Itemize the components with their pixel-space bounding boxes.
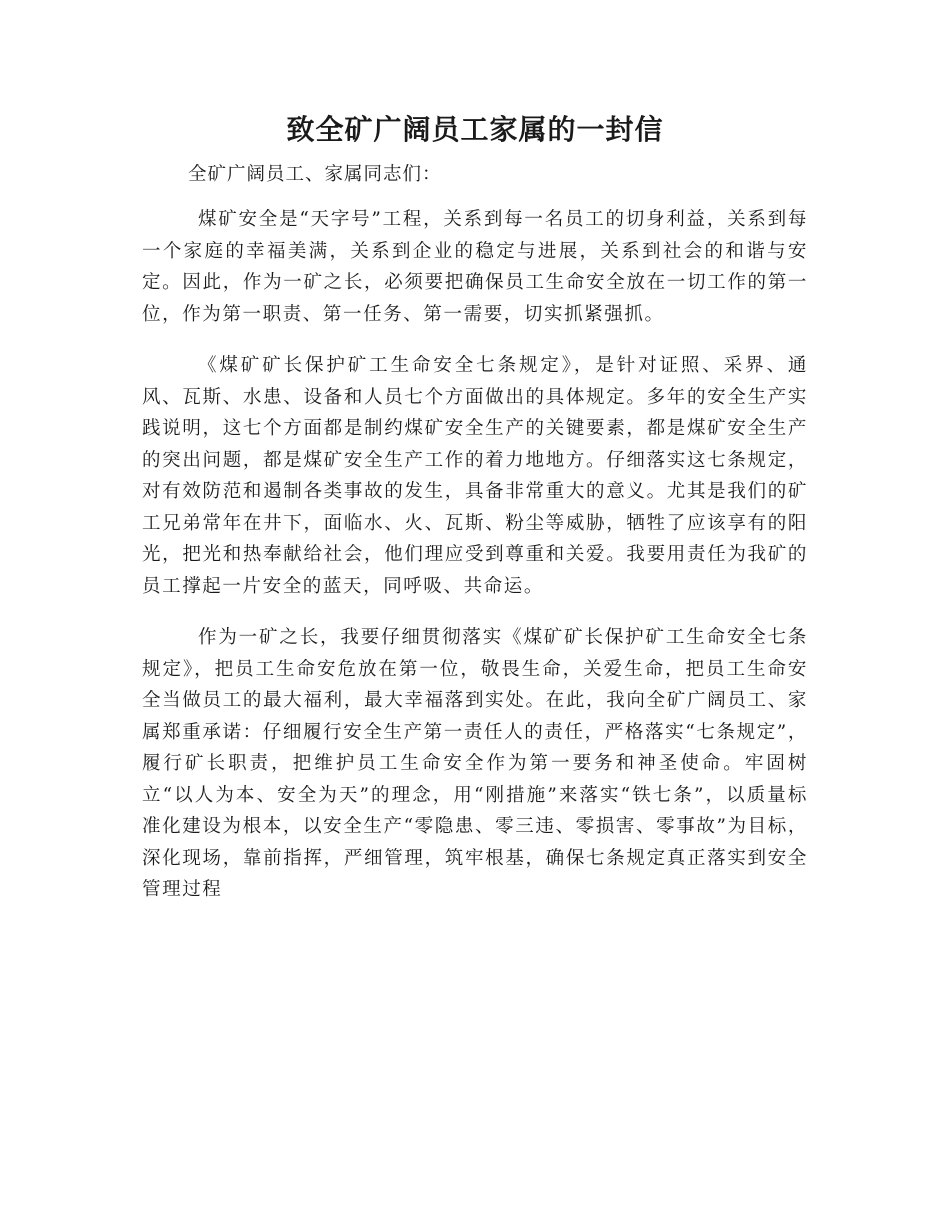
document-title: 致全矿广阔员工家属的一封信	[286, 113, 664, 146]
document-page	[142, 110, 808, 926]
paragraph-2: 《煤矿矿长保护矿工生命安全七条规定》，是针对证照、采界、通风、瓦斯、水患、设备和人员七个方面做出的具体规定。多年的安全生产实践说明，这七个方面都是制约煤矿安全生产的关键要素，都是煤矿安全生产的突出问题，都是煤矿安全生产工作的着力地地方。仔细落实这七条规定，对有效防范和遏制各类事故的发生，具备非常重大的意义。尤其是我们的矿工兄弟常年在井下，面临水、火、瓦斯、粉尘等威胁，牺牲了应该享有的阳光，把光和热奉献给社会，他们理应受到尊重和关爱。我要用责任为我矿的员工撑起一片安全的蓝天，同呼吸、共命运。	[142, 355, 808, 597]
paragraph-1: 煤矿安全是“天字号”工程，关系到每一名员工的切身利益，关系到每一个家庭的幸福美满，关系到企业的稳定与进展，关系到社会的和谐与安定。因此，作为一矿之长，必须要把确保员工生命安全放在一切工作的第一位，作为第一职责、第一任务、第一需要，切实抓紧强抓。	[142, 209, 808, 325]
salutation: 全矿广阔员工、家属同志们：	[188, 164, 442, 185]
paragraph-3: 作为一矿之长，我要仔细贯彻落实《煤矿矿长保护矿工生命安全七条规定》，把员工生命安危放在第一位，敬畏生命，关爱生命，把员工生命安全当做员工的最大福利，最大幸福落到实处。在此，我向全矿广阔员工、家属郑重承诺：仔细履行安全生产第一责任人的责任，严格落实“七条规定”，履行矿长职责，把维护员工生命安全作为第一要务和神圣使命。牢固树立“以人为本、安全为天”的理念，用“刚措施”来落实“铁七条”，以质量标准化建设为根本，以安全生产“零隐患、零三违、零损害、零事故”为目标，深化现场，靠前指挥，严细管理，筑牢根基，确保七条规定真正落实到安全管理过程	[142, 627, 808, 900]
